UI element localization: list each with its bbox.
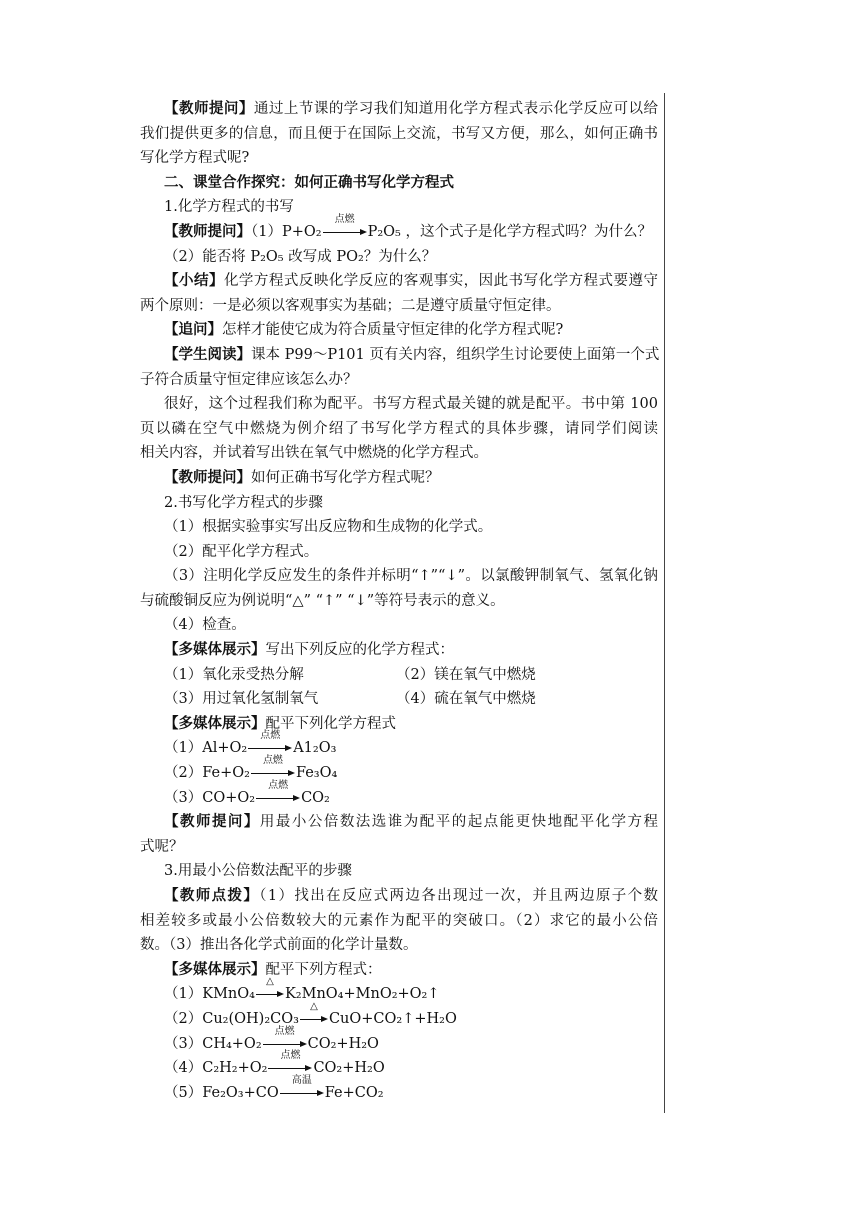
paragraph-text: 怎样才能使它成为符合质量守恒定律的化学方程式呢? <box>222 322 564 339</box>
exercise-item: （1）氧化汞受热分解 <box>164 666 304 683</box>
exercise-item: （3）用过氧化氢制氧气 <box>164 691 319 708</box>
text-line <box>140 146 658 171</box>
table-border-right <box>664 93 665 1113</box>
section-tag: 【多媒体展示】 <box>164 641 266 659</box>
reaction-arrow <box>251 755 295 780</box>
section-tag: 【多媒体展示】 <box>164 714 266 732</box>
text-line <box>140 515 658 540</box>
text-line <box>140 368 658 393</box>
equation-line <box>140 755 658 786</box>
products: P₂O₅ <box>367 223 401 240</box>
section-tag: 【学生阅读】 <box>164 345 251 363</box>
reaction-condition: 点燃 <box>268 779 289 791</box>
item-number: （3） <box>164 1035 203 1052</box>
reaction-condition: 点燃 <box>260 730 281 742</box>
reaction-condition: △ <box>310 1000 318 1012</box>
arrow-shaft <box>280 1093 318 1094</box>
item-number: （2） <box>164 1010 203 1027</box>
section-heading <box>140 171 658 196</box>
paragraph-text: 两个原则：一是必须以客观事实为基础；二是遵守质量守恒定律。 <box>140 297 561 314</box>
products: Fe+CO₂ <box>324 1084 384 1101</box>
reaction-arrow <box>280 1074 324 1100</box>
arrow-head-icon <box>285 745 292 751</box>
reaction-arrow <box>256 976 284 1001</box>
paragraph-text: 配平下列方程式： <box>265 961 382 978</box>
equation-line <box>140 1050 658 1081</box>
text-line <box>140 122 658 147</box>
item-number: （5） <box>164 1084 203 1101</box>
paragraph-text: 1.化学方程式的书写 <box>164 199 294 216</box>
text-line <box>140 638 658 663</box>
paragraph-text: 配平下列化学方程式 <box>265 715 396 732</box>
section-tag: 【小结】 <box>164 272 224 290</box>
products: A1₂O₃ <box>293 740 337 757</box>
products: CO₂+H₂O <box>313 1060 385 1077</box>
arrow-head-icon <box>321 1016 328 1022</box>
reaction-arrow <box>248 730 292 755</box>
text-line <box>140 392 658 417</box>
text-line <box>140 810 658 835</box>
equation-line <box>140 1025 658 1057</box>
paragraph-text: 页以磷在空气中燃烧为例介绍了书写化学方程式的具体步骤，请同学们阅读 <box>140 420 658 437</box>
text-line <box>140 417 658 442</box>
arrow-head-icon <box>317 1090 324 1096</box>
reaction-condition: 点燃 <box>280 1050 301 1062</box>
arrow-head-icon <box>300 1041 307 1047</box>
paragraph-text: 3.用最小公倍数法配平的步骤 <box>164 863 352 880</box>
section-tag: 【教师提问】 <box>164 813 260 831</box>
paragraph-text: 与硫酸铜反应为例说明“△” “↑” “↓”等符号表示的意义。 <box>140 592 505 609</box>
arrow-head-icon <box>305 1065 312 1071</box>
paragraph-text: 用最小公倍数法选谁为配平的起点能更快地配平化学方程 <box>259 814 659 831</box>
paragraph-text: 二、课堂合作探究：如何正确书写化学方程式 <box>164 173 454 191</box>
reactants: C₂H₂+O₂ <box>202 1060 268 1077</box>
paragraph-text: 化学方程式反映化学反应的客观事实，因此书写化学方程式要遵守 <box>223 273 658 290</box>
arrow-shaft <box>268 1068 306 1069</box>
section-tag: 【追问】 <box>164 321 222 339</box>
text-line <box>140 589 658 614</box>
section-tag: 【教师提问】 <box>164 468 251 486</box>
reactants: CH₄+O₂ <box>202 1035 262 1052</box>
question-text: ，这个式子是化学方程式吗？为什么？ <box>400 223 652 240</box>
section-tag: 【多媒体展示】 <box>164 960 266 978</box>
reaction-arrow <box>323 213 367 239</box>
text-line <box>140 491 658 516</box>
arrow-shaft <box>256 994 278 995</box>
reaction-condition: 点燃 <box>274 1025 295 1037</box>
text-line <box>140 195 658 220</box>
arrow-head-icon <box>277 991 284 997</box>
reactants: CO+O₂ <box>202 789 256 806</box>
paragraph-text: 相关内容，并试着写出铁在氧气中燃烧的化学方程式。 <box>140 445 488 462</box>
text-line <box>140 441 658 466</box>
paragraph-text: （2）配平化学方程式。 <box>164 543 319 560</box>
text-line <box>140 564 658 589</box>
text-line <box>140 294 658 319</box>
products: CO₂ <box>301 789 330 806</box>
text-line <box>140 933 658 958</box>
paragraph-text: 式呢？ <box>140 838 184 855</box>
arrow-shaft <box>323 232 361 233</box>
paragraph-text: 通过上节课的学习我们知道用化学方程式表示化学反应可以给 <box>253 101 658 117</box>
reactants: Cu₂(OH)₂CO₃ <box>202 1010 299 1027</box>
text-line <box>140 269 658 294</box>
reactants: Al+O₂ <box>202 740 248 757</box>
text-line <box>140 540 658 565</box>
text-line <box>140 712 658 737</box>
reactants: KMnO₄ <box>202 986 255 1003</box>
item-number: （1） <box>164 740 203 757</box>
text-line <box>140 97 658 122</box>
paragraph-text: 写出下列反应的化学方程式： <box>265 642 454 659</box>
arrow-shaft <box>248 748 286 749</box>
arrow-shaft <box>263 1044 301 1045</box>
text-line <box>140 318 658 343</box>
text-line <box>140 884 658 909</box>
paragraph-text: （3）注明化学反应发生的条件并标明“↑”“↓”。以氯酸钾制氧气、氢氧化钠 <box>164 568 658 585</box>
item-number: （3） <box>164 789 203 806</box>
document-body <box>140 97 658 1105</box>
reaction-condition: 高温 <box>291 1074 312 1086</box>
text-line <box>140 613 658 638</box>
text-line <box>140 663 658 688</box>
text-line <box>140 245 658 270</box>
text-line <box>140 343 658 368</box>
text-line <box>140 909 658 934</box>
reaction-arrow <box>256 779 300 805</box>
item-number: （1） <box>164 986 203 1003</box>
paragraph-text: 很好，这个过程我们称为配平。书写方程式最关键的就是配平。书中第 100 <box>164 396 658 413</box>
reaction-arrow <box>268 1050 312 1075</box>
arrow-shaft <box>256 798 294 799</box>
equation-line <box>140 1000 658 1032</box>
paragraph-text: 相差较多或最小公倍数较大的元素作为配平的突破口。（2）求它的最小公倍 <box>140 912 658 929</box>
reactants: P+O₂ <box>281 223 322 240</box>
reaction-condition: △ <box>266 976 274 988</box>
paragraph-text: （2）能否将 P₂O₅ 改写成 PO₂？为什么？ <box>164 248 437 265</box>
section-tag: 【教师提问】 <box>164 100 254 117</box>
paragraph-text: 子符合质量守恒定律应该怎么办？ <box>140 371 358 388</box>
reaction-condition: 点燃 <box>334 213 355 225</box>
equation-line <box>140 976 658 1007</box>
reaction-arrow <box>263 1025 307 1051</box>
arrow-head-icon <box>293 795 300 801</box>
reactants: Fe₂O₃+CO <box>202 1084 279 1101</box>
reaction-arrow <box>300 1000 328 1026</box>
paragraph-text: （1）找出在反应式两边各出现过一次，并且两边原子个数 <box>259 888 658 904</box>
item-number: （2） <box>164 765 203 782</box>
reaction-condition: 点燃 <box>262 755 283 767</box>
exercise-item: （4）硫在氧气中燃烧 <box>396 691 536 708</box>
arrow-head-icon <box>360 229 367 235</box>
paragraph-text: （4）检查。 <box>164 617 246 634</box>
reactants: Fe+O₂ <box>202 765 250 782</box>
equation-line <box>140 1074 658 1106</box>
paragraph-text: 数。（3）推出各化学式前面的化学计量数。 <box>140 937 418 954</box>
section-tag: 【教师点拨】 <box>164 887 260 904</box>
arrow-head-icon <box>288 770 295 776</box>
text-line <box>140 859 658 884</box>
item-number: （1） <box>251 223 282 240</box>
paragraph-text: 课本 P99～P101 页有关内容，组织学生讨论要使上面第一个式 <box>251 346 660 363</box>
products: K₂MnO₄+MnO₂+O₂↑ <box>284 986 440 1003</box>
arrow-shaft <box>251 773 289 774</box>
section-tag: 【教师提问】 <box>164 222 251 240</box>
text-line <box>140 466 658 491</box>
arrow-shaft <box>300 1019 322 1020</box>
text-line <box>140 835 658 860</box>
equation-line <box>140 730 658 761</box>
exercise-item: （2）镁在氧气中燃烧 <box>396 666 536 683</box>
paragraph-text: 2.书写化学方程式的步骤 <box>164 494 323 511</box>
paragraph-text: 我们提供更多的信息，而且便于在国际上交流，书写又方便，那么，如何正确书 <box>140 125 658 142</box>
products: CO₂+H₂O <box>307 1035 379 1052</box>
item-number: （4） <box>164 1060 203 1077</box>
paragraph-text: 写化学方程式呢? <box>140 150 250 167</box>
equation-line <box>140 779 658 811</box>
text-line <box>140 687 658 712</box>
text-line <box>140 958 658 983</box>
equation-line <box>140 213 658 245</box>
products: Fe₃O₄ <box>295 765 338 782</box>
products: CuO+CO₂↑+H₂O <box>328 1010 457 1027</box>
paragraph-text: （1）根据实验事实写出反应物和生成物的化学式。 <box>164 519 493 536</box>
paragraph-text: 如何正确书写化学方程式呢？ <box>251 469 440 486</box>
